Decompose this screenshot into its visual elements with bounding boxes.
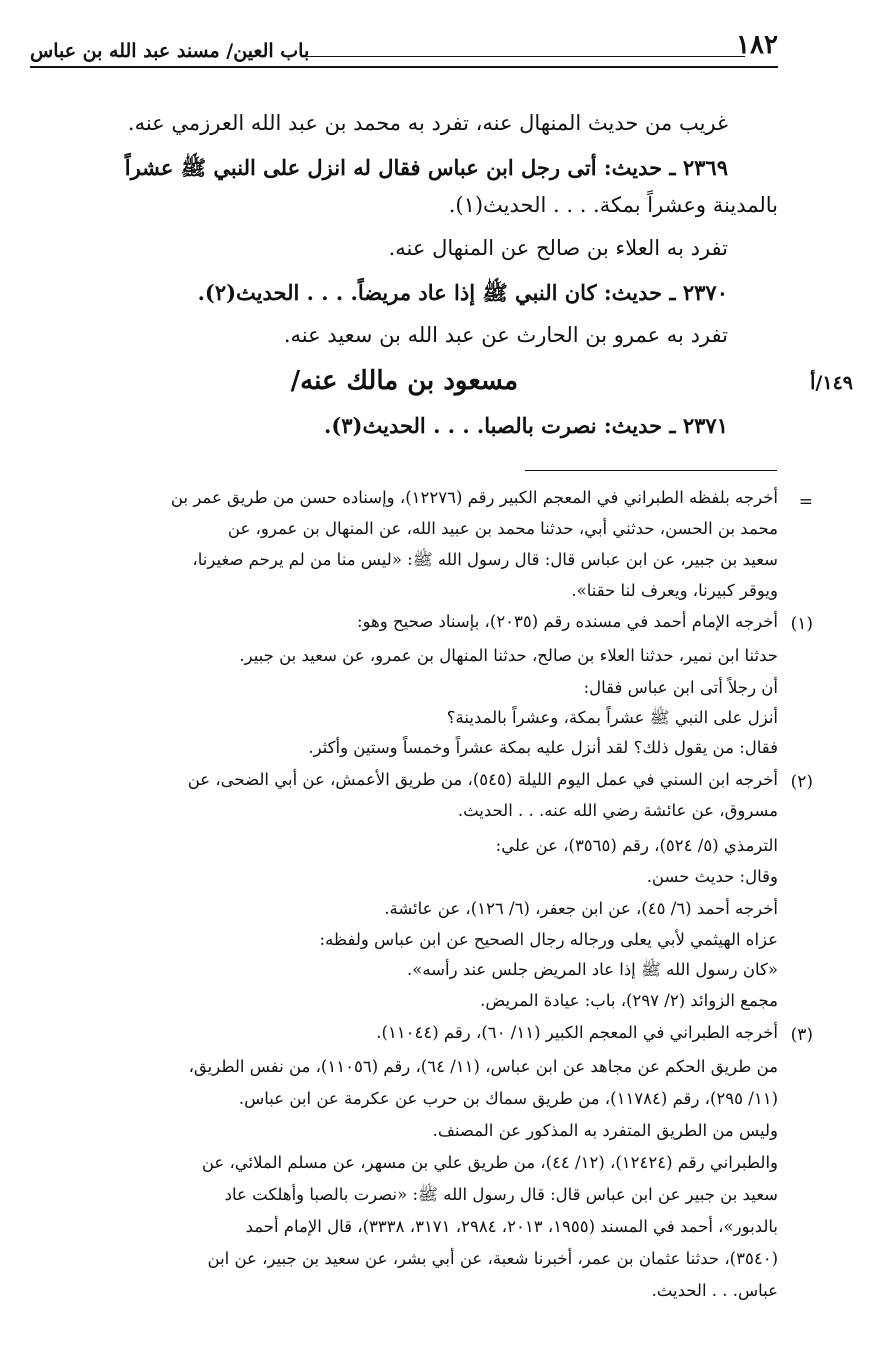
footnote-line: «كان رسول الله ﷺ إذا عاد المريض جلس عند رأسه».	[406, 960, 778, 979]
body-line-3: بالمدينة وعشراً بمكة. . . . الحديث(١).	[448, 193, 778, 217]
hadith-2371: ٢٣٧١ ـ حديث: نصرت بالصبا. . . . الحديث(٣).	[324, 413, 728, 438]
page-number: ١٨٢	[736, 30, 778, 60]
body-line-1: غريب من حديث المنهال عنه، تفرد به محمد بن عبد الله العرزمي عنه.	[127, 111, 728, 135]
footnote-line: أنزل على النبي ﷺ عشراً بمكة، وعشراً بالمدينة؟	[446, 708, 778, 727]
footnote-line: وقال: حديث حسن.	[646, 867, 778, 886]
footnote-line: حدثنا ابن نمير، حدثنا العلاء بن صالح، حدثنا المنهال بن عمرو، عن سعيد بن جبير.	[239, 646, 778, 665]
header-rule	[30, 66, 778, 68]
footnote-line: أن رجلاً أتى ابن عباس فقال:	[583, 678, 778, 697]
footnote-line: مجمع الزوائد (٢/ ٢٩٧)، باب: عيادة المريض.	[480, 991, 778, 1010]
footnote-line: أخرجه الطبراني في المعجم الكبير (١١/ ٦٠)، رقم (١١٠٤٤).	[376, 1023, 778, 1042]
footnote-line: عزاه الهيثمي لأبي يعلى ورجاله رجال الصحيح عن ابن عباس ولفظه:	[319, 930, 778, 949]
hadith-2369: ٢٣٦٩ ـ حديث: أتى رجل ابن عباس فقال له انزل على النبي ﷺ عشراً	[124, 155, 728, 180]
footnote-rule	[525, 470, 777, 471]
footnote-line: سعيد بن جبير، عن ابن عباس قال: قال رسول الله ﷺ: «ليس منا من لم يرحم صغيرنا،	[192, 550, 778, 569]
footnote-line: محمد بن الحسن، حدثني أبي، حدثنا محمد بن عبيد الله، عن المنهال بن عمرو، عن	[227, 519, 778, 538]
footnote-line: سعيد بن جبير عن ابن عباس قال: قال رسول الله ﷺ: «نصرت بالصبا وأهلكت عاد	[224, 1185, 778, 1204]
footnote-line: (١١/ ٢٩٥)، رقم (١١٧٨٤)، من طريق سماك بن حرب عن عكرمة عن ابن عباس.	[238, 1089, 778, 1108]
footnote-continuation-mark: =	[798, 492, 813, 512]
footnote-line: أخرجه ابن السني في عمل اليوم الليلة (٥٤٥)، من طريق الأعمش، عن أبي الضحى، عن	[187, 770, 778, 789]
footnote-line: أخرجه الإمام أحمد في مسنده رقم (٢٠٣٥)، بإسناد صحيح وهو:	[356, 612, 778, 631]
manuscript-folio-mark: ١٤٩/أ	[810, 372, 853, 394]
footnote-mark-3: (٣)	[790, 1025, 813, 1045]
footnote-line: وليس من الطريق المتفرد به المذكور عن المصنف.	[432, 1121, 778, 1140]
footnote-line: من طريق الحكم عن مجاهد عن ابن عباس، (١١/ ٦٤)، رقم (١١٠٥٦)، من نفس الطريق،	[188, 1057, 778, 1076]
footnote-mark-1: (١)	[790, 614, 813, 634]
hadith-2370: ٢٣٧٠ ـ حديث: كان النبي ﷺ إذا عاد مريضاً. . . . الحديث(٢).	[197, 280, 728, 305]
running-title: باب العين/ مسند عبد الله بن عباس	[30, 40, 310, 62]
body-line-4: تفرد به العلاء بن صالح عن المنهال عنه.	[388, 236, 728, 260]
footnote-line: بالدبور»، أحمد في المسند (١٩٥٥، ٢٠١٣، ٢٩٨٤، ٣١٧١، ٣٣٣٨)، قال الإمام أحمد	[245, 1217, 778, 1236]
footnote-line: مسروق، عن عائشة رضي الله عنه. . . الحديث.	[457, 801, 778, 820]
footnote-line: والطبراني رقم (١٢٤٢٤)، (١٢/ ٤٤)، من طريق علي بن مسهر، عن مسلم الملائي، عن	[201, 1153, 778, 1172]
section-title: مسعود بن مالك عنه/	[290, 366, 518, 396]
footnote-line: فقال: من يقول ذلك؟ لقد أنزل عليه بمكة عشراً وخمساً وستين وأكثر.	[308, 738, 778, 757]
footnote-mark-2: (٢)	[790, 772, 813, 792]
footnote-line: الترمذي (٥/ ٥٢٤)، رقم (٣٥٦٥)، عن علي:	[495, 836, 778, 855]
footnote-line: (٣٥٤٠)، حدثنا عثمان بن عمر، أخبرنا شعبة، عن أبي بشر، عن سعيد بن جبير، عن ابن	[207, 1249, 778, 1268]
footnote-line: ويوقر كبيرنا، ويعرف لنا حقنا».	[571, 581, 778, 600]
header-rule-short	[305, 56, 745, 57]
footnote-line: أخرجه بلفظه الطبراني في المعجم الكبير رقم (١٢٢٧٦)، وإسناده حسن من طريق عمر بن	[170, 488, 778, 507]
body-line-6: تفرد به عمرو بن الحارث عن عبد الله بن سعيد عنه.	[283, 323, 728, 347]
footnote-line: عباس. . . الحديث.	[651, 1281, 778, 1300]
footnote-line: أخرجه أحمد (٦/ ٤٥)، عن ابن جعفر، (٦/ ١٢٦)، عن عائشة.	[384, 899, 778, 918]
